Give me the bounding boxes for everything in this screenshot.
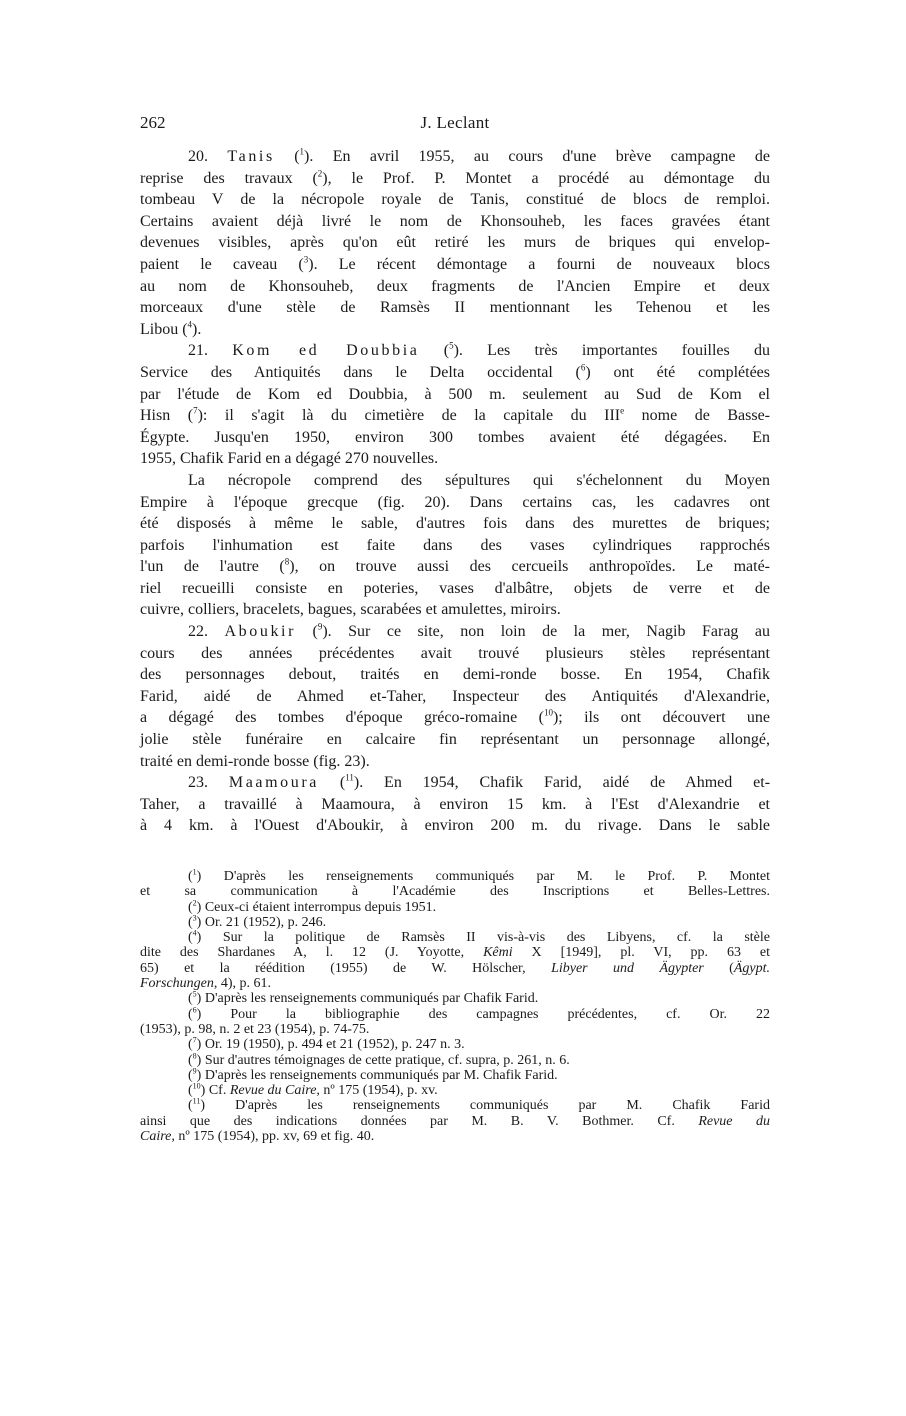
footnote-ref[interactable]: 3 <box>303 254 309 265</box>
footnote-5: ($^5$) D'après les renseignements communiqués par Chafik Farid. <box>188 989 539 1007</box>
paragraph-necropole <box>140 470 770 621</box>
paragraph-maamoura <box>140 772 770 837</box>
footnotes <box>140 869 770 1144</box>
footnote-4: ($^4$) Sur la politique de Ramsès II vis-à-vis des Libyens, cf. la stèle <box>188 928 770 946</box>
running-title: J. Leclant <box>420 113 490 132</box>
site-name: Kom ed Doubbia <box>232 342 420 360</box>
text-line: 1955, Chafik Farid en a dégagé 270 nouvelles. <box>140 450 439 468</box>
footnote-line: ainsi que des indications données par M. B. V. Bothmer. Cf. Revue du <box>140 1113 770 1129</box>
text-line: traité en demi-ronde bosse (fig. 23). <box>140 752 370 770</box>
footnote-ref[interactable]: 10 <box>543 708 553 719</box>
text-line: Libou ($^4$). <box>140 319 202 338</box>
text-line: Service des Antiquités dans le Delta occidental ($^6$) ont été complétées <box>140 362 770 381</box>
site-name: Maamoura <box>228 774 319 792</box>
footnote-ref[interactable]: 11 <box>345 772 354 783</box>
text-line: riel recueilli consiste en poteries, vases d'albâtre, objets de verre et de <box>140 579 770 597</box>
text-line: cours des années précédentes avait trouvé plusieurs stèles représentant <box>140 644 770 662</box>
text-line: devenues visibles, après qu'on eût retiré les murs de briques qui envelop- <box>140 234 770 252</box>
text-line: 23. Maamoura ($^{11}$). En 1954, Chafik Farid, aidé de Ahmed et- <box>188 772 771 792</box>
text-line: morceaux d'une stèle de Ramsès II mentionnant les Tehenou et les <box>140 299 770 317</box>
text-line: été disposés à même le sable, d'autres fois dans des murettes de briques; <box>140 515 770 533</box>
text-line: 21. Kom ed Doubbia ($^5$). Les très importantes fouilles du <box>188 341 771 360</box>
footnote-10: ($^{10}$) Cf. Revue du Caire, nº 175 (1954), p. xv. <box>188 1081 438 1099</box>
site-name: Tanis <box>227 148 275 165</box>
footnote-line: et sa communication à l'Académie des Inscriptions et Belles-Lettres. <box>140 884 770 900</box>
text-line: Taher, a travaillé à Maamoura, à environ 15 km. à l'Est d'Alexandrie et <box>140 795 770 813</box>
text-line: Égypte. Jusqu'en 1950, environ 300 tombes avaient été dégagées. En <box>140 428 770 446</box>
footnote-ref[interactable]: 5 <box>449 341 454 352</box>
site-name: Aboukir <box>224 623 297 641</box>
paragraph-aboukir <box>140 621 770 772</box>
text-line: a dégagé des tombes d'époque gréco-romaine ($^{10}$); ils ont découvert une <box>140 708 770 727</box>
footnote-ref[interactable]: 9 <box>317 621 323 632</box>
text-line: l'un de l'autre ($^8$), on trouve aussi des cercueils anthropoïdes. Le maté- <box>140 556 771 576</box>
footnote-ref[interactable]: 1 <box>299 146 305 157</box>
footnote-2: ($^2$) Ceux-ci étaient interrompus depuis 1951. <box>188 897 437 915</box>
footnote-line: Caire, nº 175 (1954), pp. xv, 69 et fig. 40. <box>140 1129 375 1145</box>
text-line: 20. Tanis ($^1$). En avril 1955, au cours d'une brève campagne de <box>188 146 771 165</box>
text-line: jolie stèle funéraire en calcaire fin représentant un personnage allongé, <box>140 731 770 749</box>
footnote-ref[interactable]: 4 <box>187 319 193 330</box>
footnote-line: 65) et la réédition (1955) de W. Hölscher, Libyer und Ägypter (Ägypt. <box>140 960 770 976</box>
footnote-ref[interactable]: 2 <box>317 168 323 179</box>
footnote-ref[interactable]: 7 <box>193 405 198 416</box>
footnote-3: ($^3$) Or. 21 (1952), p. 246. <box>188 913 327 930</box>
paragraph-tanis <box>140 146 770 340</box>
text-line: La nécropole comprend des sépultures qui s'échelonnent du Moyen <box>188 471 770 489</box>
footnote-1: ($^1$) D'après les renseignements communiqués par M. le Prof. P. Montet <box>188 867 770 884</box>
text-line: Farid, aidé de Ahmed et-Taher, Inspecteur des Antiquités d'Alexandrie, <box>140 687 770 705</box>
text-line: par l'étude de Kom ed Doubbia, à 500 m. seulement au Sud de Kom el <box>140 385 770 403</box>
footnote-line: Forschungen, 4), p. 61. <box>140 976 272 992</box>
text-line: cuivre, colliers, bracelets, bagues, scarabées et amulettes, miroirs. <box>140 601 561 619</box>
footnote-8: ($^8$) Sur d'autres témoignages de cette pratique, cf. supra, p. 261, n. 6. <box>188 1050 570 1068</box>
footnote-ref[interactable]: 8 <box>284 556 290 567</box>
text-line: des personnages debout, traités en demi-ronde bosse. En 1954, Chafik <box>140 666 770 684</box>
footnote-6: ($^6$) Pour la bibliographie des campagnes précédentes, cf. Or. 22 <box>188 1005 770 1022</box>
text-line: Empire à l'époque grecque (fig. 20). Dans certains cas, les cadavres ont <box>140 493 770 511</box>
text-line: au nom de Khonsouheb, deux fragments de l'Ancien Empire et deux <box>140 277 770 295</box>
text-line: Hisn ($^7$): il s'agit là du cimetière de la capitale du IIIe nome de Basse- <box>140 405 771 425</box>
paragraph-kom-ed-doubbia <box>140 340 770 470</box>
text-line: Certains avaient déjà livré le nom de Khonsouheb, les faces gravées étant <box>140 212 770 230</box>
footnote-7: ($^7$) Or. 19 (1950), p. 494 et 21 (1952), p. 247 n. 3. <box>188 1035 465 1053</box>
page-number: 262 <box>140 113 166 132</box>
footnote-line: (1953), p. 98, n. 2 et 23 (1954), p. 74-75. <box>140 1021 370 1037</box>
text-line: 22. Aboukir ($^9$). Sur ce site, non loin de la mer, Nagib Farag au <box>188 621 770 641</box>
footnote-11: ($^{11}$) D'après les renseignements communiqués par M. Chafik Farid <box>188 1096 770 1114</box>
page-header <box>140 113 770 137</box>
footnote-ref[interactable]: 6 <box>580 362 586 373</box>
footnote-9: ($^9$) D'après les renseignements communiqués par M. Chafik Farid. <box>188 1066 558 1083</box>
text-line: à 4 km. à l'Ouest d'Aboukir, à environ 200 m. du rivage. Dans le sable <box>140 817 770 835</box>
text-line: paient le caveau ($^3$). Le récent démontage a fourni de nouveaux blocs <box>140 254 770 273</box>
text-line: reprise des travaux ($^2$), le Prof. P. Montet a procédé au démontage du <box>140 168 770 187</box>
text-line: tombeau V de la nécropole royale de Tanis, constitué de blocs de remploi. <box>140 191 770 209</box>
text-line: parfois l'inhumation est faite dans des vases cylindriques rapprochés <box>140 536 770 554</box>
footnote-line: dite des Shardanes A, l. 12 (J. Yoyotte, Kêmi X [1949], pl. VI, pp. 63 et <box>140 945 770 961</box>
main-text <box>140 146 770 837</box>
